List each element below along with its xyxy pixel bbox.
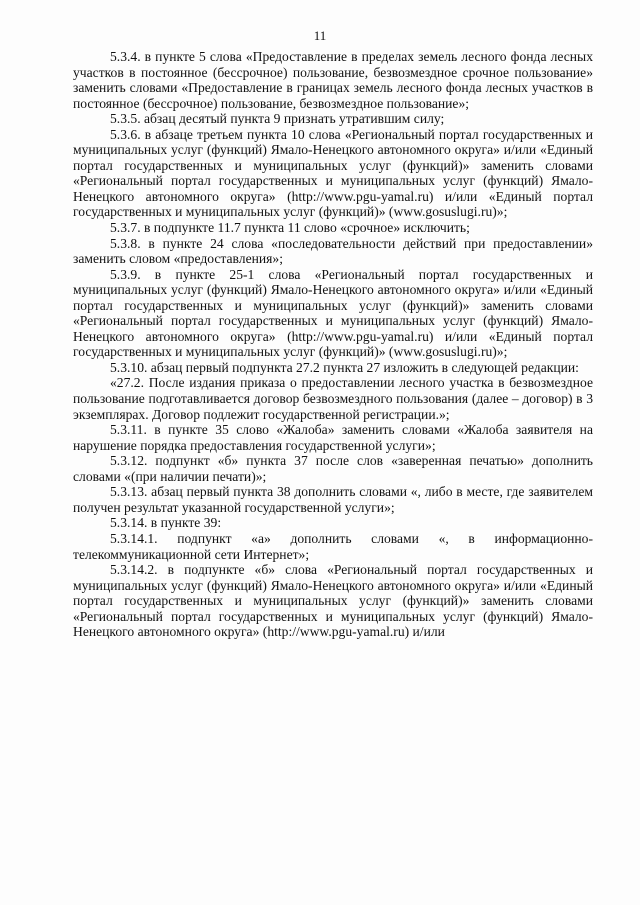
paragraph-5-3-14-1: 5.3.14.1. подпункт «а» дополнить словами «, в информационно-телекоммуникационной сети Интернет»; [73,530,593,562]
paragraph-5-3-5: 5.3.5. абзац десятый пункта 9 признать утратившим силу; [110,111,445,127]
paragraph-5-3-14: 5.3.14. в пункте 39: [110,515,222,531]
paragraph-5-3-14-2: 5.3.14.2. в подпункте «б» слова «Региональный портал государственных и муниципальных услуг (функций) Ямало-Ненецкого автономного округа» и/или «Единый портал государственных и муниципальных услуг (функций)» заменить словами «Региональный портал государственных и муниципальных услуг (функций) Ямало-Ненецкого автономного округа» (http://www.pgu-yamal.ru) и/или [73,562,593,640]
paragraph-5-3-8: 5.3.8. в пункте 24 слова «последовательности действий при предоставлении» заменить словом «предоставления»; [73,235,593,267]
paragraph-5-3-11: 5.3.11. в пункте 35 слово «Жалоба» заменить словами «Жалоба заявителя на нарушение порядка предоставления государственной услуги»; [73,422,593,453]
paragraph-5-3-13: 5.3.13. абзац первый пункта 38 дополнить словами «, либо в месте, где заявителем получен результат указанной государственной услуги»; [73,484,593,515]
paragraph-5-3-7: 5.3.7. в подпункте 11.7 пункта 11 слово «срочное» исключить; [110,220,470,236]
paragraph-5-3-12: 5.3.12. подпункт «б» пункта 37 после слов «заверенная печатью» дополнить словами «(при наличии печати)»; [73,453,593,484]
paragraph-5-3-4: 5.3.4. в пункте 5 слова «Предоставление в пределах земель лесного фонда лесных участков в постоянное (бессрочное) пользование, безвозмездное срочное пользование» заменить словами «Предоставление в границах земель лесного фонда лесных участков в постоянное (бессрочное) пользование, безвозмездное пользование»; [73,49,593,111]
document-body [73,49,593,640]
paragraph-5-3-10: 5.3.10. абзац первый подпункта 27.2 пункта 27 изложить в следующей редакции: [110,359,579,375]
paragraph-5-3-9: 5.3.9. в пункте 25-1 слова «Региональный портал государственных и муниципальных услуг (функций) Ямало-Ненецкого автономного округа» и/или «Единый портал государственных и муниципальных услуг (функций)» заменить словами «Региональный портал государственных и муниципальных услуг (функций) Ямало-Ненецкого автономного округа» (http://www.pgu-yamal.ru) и/или «Единый портал государственных и муниципальных услуг (функций)» (www.gosuslugi.ru)»; [73,266,593,360]
paragraph-27-2-quote: «27.2. После издания приказа о предоставлении лесного участка в безвозмездное пользование подготавливается договор безвозмездного пользования (далее – договор) в 3 экземплярах. Договор подлежит государственной регистрации.»; [73,375,593,422]
page-number: 11 [313,28,327,43]
paragraph-5-3-6: 5.3.6. в абзаце третьем пункта 10 слова «Региональный портал государственных и муниципальных услуг (функций) Ямало-Ненецкого автономного округа» и/или «Единый портал государственных и муниципальных услуг (функций)» заменить словами «Региональный портал государственных и муниципальных услуг (функций) Ямало-Ненецкого автономного округа» (http://www.pgu-yamal.ru) и/или «Единый портал государственных и муниципальных услуг (функций)» (www.gosuslugi.ru)»; [73,126,593,220]
